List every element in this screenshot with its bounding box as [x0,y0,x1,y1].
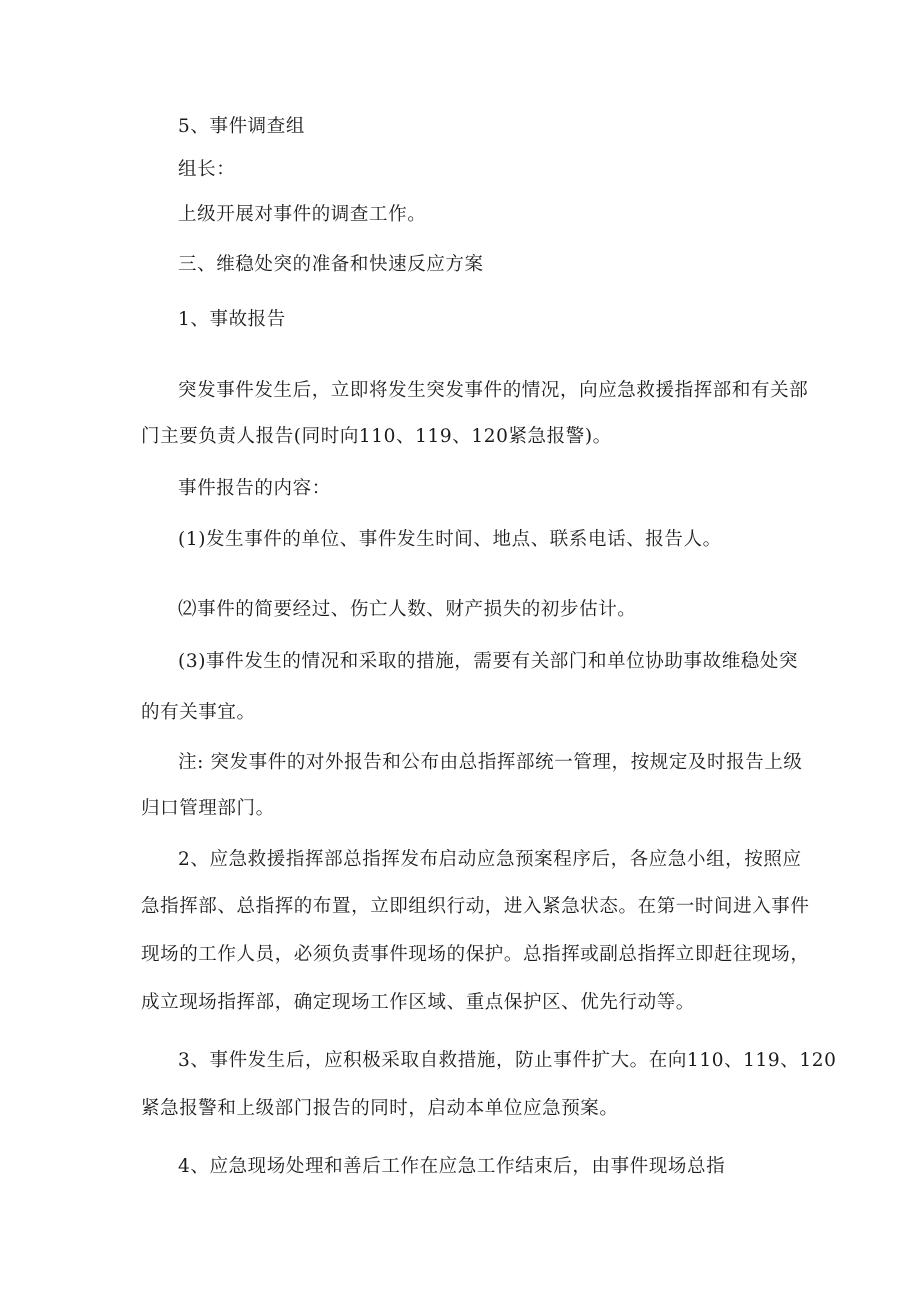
paragraph-line: 2、应急救援指挥部总指挥发布启动应急预案程序后，各应急小组，按照应 [178,849,802,870]
section-heading-investigation-group: 5、事件调查组 [178,116,305,137]
paragraph-line: 4、应急现场处理和善后工作在应急工作结束后，由事件现场总指 [178,1156,726,1177]
section-heading-response-plan: 三、维稳处突的准备和快速反应方案 [178,254,484,275]
list-item: ⑵事件的简要经过、伤亡人数、财产损失的初步估计。 [178,599,637,620]
group-leader-label: 组长： [178,159,236,180]
subsection-heading-accident-report: 1、事故报告 [178,309,286,330]
list-item: (1)发生事件的单位、事件发生时间、地点、联系电话、报告人。 [178,529,722,550]
paragraph-line: 3、事件发生后，应积极采取自救措施，防止事件扩大。在向110、119、120 [178,1050,837,1071]
paragraph-line: 现场的工作人员，必须负责事件现场的保护。总指挥或副总指挥立即赶往现场， [141,944,810,965]
note-line: 归口管理部门。 [141,798,275,819]
paragraph-line: 门主要负责人报告(同时向110、119、120紧急报警)。 [141,426,612,447]
paragraph-line: 的有关事宜。 [141,702,256,723]
note-line: 注: 突发事件的对外报告和公布由总指挥部统一管理，按规定及时报告上级 [178,752,803,773]
paragraph-line: 成立现场指挥部，确定现场工作区域、重点保护区、优先行动等。 [141,992,695,1013]
list-item: (3)事件发生的情况和采取的措施，需要有关部门和单位协助事故维稳处突 [178,651,799,672]
paragraph-line: 紧急报警和上级部门报告的同时，启动本单位应急预案。 [141,1098,619,1119]
paragraph-line: 急指挥部、总指挥的布置，立即组织行动，进入紧急状态。在第一时间进入事件 [141,896,810,917]
paragraph-line: 上级开展对事件的调查工作。 [178,204,427,225]
paragraph-line: 事件报告的内容： [178,478,331,499]
paragraph-line: 突发事件发生后，立即将发生突发事件的情况，向应急救援指挥部和有关部 [178,380,809,401]
